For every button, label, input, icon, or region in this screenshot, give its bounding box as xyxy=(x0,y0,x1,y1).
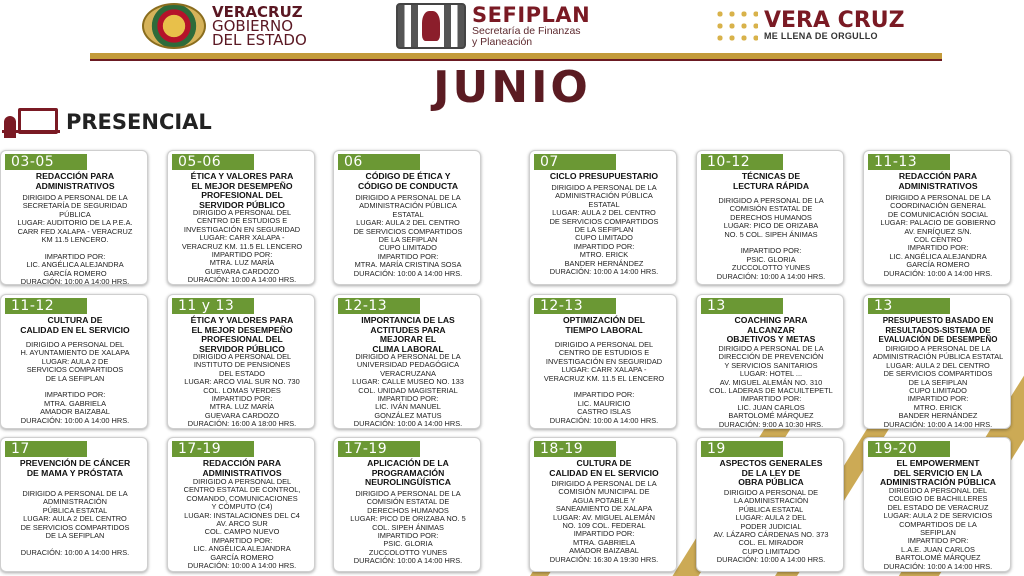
course-details: DIRIGIDO A PERSONAL DE LA ADMINISTRACIÓN PÚBLICA ESTATAL LUGAR: AULA 2 DEL PODER JUDICIAL AV. LÁZARO CÁRDENAS NO. 373 COL. EL MIRADOR CUPO LIMITADO DURACIÓN: 10:00 A 14:00 HRS. xyxy=(713,488,829,565)
course-card[interactable] xyxy=(333,437,481,572)
classroom-icon xyxy=(0,106,62,138)
course-card[interactable] xyxy=(529,437,677,572)
course-date: 11-12 xyxy=(5,298,87,314)
course-date: 19-20 xyxy=(868,441,950,457)
course-card[interactable] xyxy=(333,294,481,429)
course-date: 11-13 xyxy=(868,154,950,170)
course-card[interactable] xyxy=(696,437,844,572)
course-title: OPTIMIZACIÓN DEL TIEMPO LABORAL xyxy=(562,315,646,335)
veracruz-label: VERACRUZ xyxy=(212,3,303,21)
course-card[interactable] xyxy=(529,150,677,285)
course-title: IMPORTANCIA DE LAS ACTITUDES PARA MEJORAR EL CLIMA LABORAL xyxy=(361,315,455,354)
course-card[interactable] xyxy=(167,150,315,285)
course-details: DIRIGIDO A PERSONAL DEL H. AYUNTAMIENTO DE XALAPA LUGAR: AULA 2 DE SERVICIOS COMPARTIDOS DE LA SEFIPLAN IMPARTIDO POR: MTRA. GABRIELA AMADOR BAIZABAL DURACIÓN: 10:00 A 14:00 HRS. xyxy=(20,340,130,425)
course-title: CULTURA DE CALIDAD EN EL SERVICIO xyxy=(20,315,130,335)
course-details: DIRIGIDO A PERSONAL DE LA COMISIÓN MUNICIPAL DE AGUA POTABLE Y SANEAMIENTO DE XALAPA LUGAR: AV. MIGUEL ALEMÁN NO. 109 COL. FEDERAL IMPARTIDO POR: MTRA. GABRIELA AMADOR BAIZABAL DURACIÓN: 16:30 A 19:30 HRS. xyxy=(549,479,659,564)
brand-name: VERA CRUZ xyxy=(764,8,905,33)
sefiplan-shield-icon xyxy=(396,3,466,49)
course-title: REDACCIÓN PARA ADMINISTRATIVOS xyxy=(898,171,978,191)
course-title: ASPECTOS GENERALES DE LA LEY DE OBRA PÚBLICA xyxy=(719,458,823,487)
course-date: 12-13 xyxy=(534,298,616,314)
course-title: ÉTICA Y VALORES PARA EL MEJOR DESEMPEÑO PROFESIONAL DEL SERVIDOR PÚBLICO xyxy=(190,315,294,354)
header-divider xyxy=(90,53,942,61)
course-card[interactable] xyxy=(863,150,1011,285)
course-card[interactable] xyxy=(0,437,148,572)
course-card[interactable] xyxy=(529,294,677,429)
sefiplan-title: SEFIPLAN xyxy=(472,3,591,27)
course-details: DIRIGIDO A PERSONAL DE LA ADMINISTRACIÓN PÚBLICA ESTATAL LUGAR: AULA 2 DEL CENTRO DE SERVICIOS COMPARTIDOS DE LA SEFIPLAN DURACIÓN: 10:00 A 14:00 HRS. xyxy=(20,489,130,557)
course-title: CULTURA DE CALIDAD EN EL SERVICIO xyxy=(549,458,659,478)
gobierno-label: GOBIERNO xyxy=(212,17,294,35)
course-card[interactable] xyxy=(696,294,844,429)
course-title: PREVENCIÓN DE CÁNCER DE MAMA Y PRÓSTATA xyxy=(19,458,131,478)
course-details: DIRIGIDO A PERSONAL DEL CENTRO DE ESTUDIOS E INVESTIGACIÓN EN SEGURIDAD LUGAR: CARR XALAPA - VERACRUZ KM. 11.5 EL LENCERO IMPARTIDO POR: LIC. MAURICIO CASTRO ISLAS DURACIÓN: 10:00 A 14:00 HRS. xyxy=(543,340,665,425)
course-title: CICLO PRESUPUESTARIO xyxy=(549,171,659,181)
modality-header xyxy=(0,104,212,140)
course-card[interactable] xyxy=(333,150,481,285)
course-details: DIRIGIDO A PERSONAL DEL COLEGIO DE BACHILLERES DEL ESTADO DE VERACRUZ LUGAR: AULA 2 DE SERVICIOS COMPARTIDOS DE LA SEFIPLAN IMPARTIDO POR: L.A.E. JUAN CARLOS BARTOLOMÉ MÁRQUEZ DURACIÓN: 10:00 A 14:00 HRS. xyxy=(883,486,993,571)
course-card[interactable] xyxy=(0,150,148,285)
brand-text xyxy=(764,8,905,41)
sefiplan-subtitle-1: Secretaría de Finanzas xyxy=(472,25,581,37)
del-estado-label: DEL ESTADO xyxy=(212,31,307,49)
course-details: DIRIGIDO A PERSONAL DEL INSTITUTO DE PENSIONES DEL ESTADO LUGAR: ARCO VIAL SUR NO. 730 COL. LOMAS VERDES IMPARTIDO POR: MTRA. LUZ MARÍA GUEVARA CARDOZO DURACIÓN: 16:00 A 18:00 HRS. xyxy=(184,352,300,429)
sefiplan-logo xyxy=(396,2,590,50)
course-details: DIRIGIDO A PERSONAL DE LA SECRETARÍA DE SEGURIDAD PÚBLICA LUGAR: AUDITORIO DE LA P.E.A. CARR FED XALAPA - VERACRUZ KM 11.5 LENCERO. IMPARTIDO POR: LIC. ANGÉLICA ALEJANDRA GARCÍA ROMERO DURACIÓN: 10:00 A 14:00 HRS. xyxy=(17,193,133,285)
sefiplan-subtitle-2: y Planeación xyxy=(472,36,533,48)
modality-label: PRESENCIAL xyxy=(66,110,212,134)
course-date: 03-05 xyxy=(5,154,87,170)
course-details: DIRIGIDO A PERSONAL DE LA ADMINISTRACIÓN PÚBLICA ESTATAL LUGAR: AULA 2 DEL CENTRO DE SERVICIOS COMPARTIDOS DE LA SEFIPLAN CUPO LIMITADO IMPARTIDO POR: MTRO. ERICK BANDER HERNÁNDEZ DURACIÓN: 10:00 A 14:00 HRS. xyxy=(549,183,659,277)
month-title: JUNIO xyxy=(433,62,591,113)
course-date: 10-12 xyxy=(701,154,783,170)
course-title: CÓDIGO DE ÉTICA Y CÓDIGO DE CONDUCTA xyxy=(357,171,459,191)
veracruz-government-logo xyxy=(142,2,307,50)
brand-slogan: ME LLENA DE ORGULLO xyxy=(764,31,878,41)
course-details: DIRIGIDO A PERSONAL DE LA ADMINISTRACIÓN PÚBLICA ESTATAL LUGAR: AULA 2 DEL CENTRO DE SERVICIOS COMPARTIDOS DE LA SEFIPLAN CUPO LIMITADO IMPARTIDO POR: MTRO. ERICK BANDER HERNÁNDEZ DURACIÓN: 10:00 A 14:00 HRS. xyxy=(872,344,1004,429)
course-date: 07 xyxy=(534,154,616,170)
course-card[interactable] xyxy=(167,437,315,572)
sefiplan-text xyxy=(472,4,590,48)
course-details: DIRIGIDO A PERSONAL DE LA DIRECCIÓN DE PREVENCIÓN Y SERVICIOS SANITARIOS LUGAR: HOTEL ... AV. MIGUEL ALEMÁN NO. 310 COL. LADERAS DE MACUILTEPETL IMPARTIDO POR: LIC. JUAN CARLOS BARTOLOMÉ MÁRQUEZ DURACIÓN: 9:00 A 10:30 HRS. xyxy=(709,344,833,429)
course-card[interactable] xyxy=(0,294,148,429)
course-title: TÉCNICAS DE LECTURA RÁPIDA xyxy=(732,171,810,191)
veracruz-government-text xyxy=(212,5,307,47)
course-card[interactable] xyxy=(696,150,844,285)
course-date: 17 xyxy=(5,441,87,457)
course-date: 17-19 xyxy=(338,441,420,457)
course-date: 19 xyxy=(701,441,783,457)
course-details: DIRIGIDO A PERSONAL DE LA ADMINISTRACIÓN PÚBLICA ESTATAL LUGAR: AULA 2 DEL CENTRO DE SERVICIOS COMPARTIDOS DE LA SEFIPLAN CUPO LIMITADO IMPARTIDO POR: MTRA. MARÍA CRISTINA SOSA DURACIÓN: 10:00 A 14:00 HRS. xyxy=(353,193,463,278)
course-date: 05-06 xyxy=(172,154,254,170)
course-date: 06 xyxy=(338,154,420,170)
page-header xyxy=(0,0,1024,56)
course-details: DIRIGIDO A PERSONAL DE LA UNIVERSIDAD PEDAGÓGICA VERACRUZANA LUGAR: CALLE MUSEO NO. 133 COL. UNIDAD MAGISTERIAL IMPARTIDO POR: LIC. IVÁN MANUEL GONZÁLEZ MATUS DURACIÓN: 10:00 A 14:00 HRS. xyxy=(352,352,464,429)
course-details: DIRIGIDO A PERSONAL DE LA COMISIÓN ESTATAL DE DERECHOS HUMANOS LUGAR: PICO DE ORIZABA NO. 5 COL. SIPEH ÁNIMAS IMPARTIDO POR: PSIC. GLORIA ZUCCOLOTTO YUNES DURACIÓN: 10:00 A 14:00 HRS. xyxy=(716,196,826,281)
state-seal-icon xyxy=(142,3,206,49)
course-card[interactable] xyxy=(863,437,1011,572)
course-title: APLICACIÓN DE LA PROGRAMACIÓN NEUROLINGÜÍSTICA xyxy=(365,458,451,487)
veracruz-brand-logo xyxy=(714,2,905,50)
course-title: REDACCIÓN PARA ADMINISTRATIVOS xyxy=(35,171,115,191)
course-title: COACHING PARA ALCANZAR OBJETIVOS Y METAS xyxy=(726,315,816,344)
course-date: 13 xyxy=(868,298,950,314)
course-details: DIRIGIDO A PERSONAL DE LA COORDINACIÓN GENERAL DE COMUNICACIÓN SOCIAL LUGAR: PALACIO DE GOBIERNO AV. ENRÍQUEZ S/N. COL CENTRO IMPARTIDO POR: LIC. ANGÉLICA ALEJANDRA GARCÍA ROMERO DURACIÓN: 10:00 A 14:00 HRS. xyxy=(880,193,996,278)
course-details: DIRIGIDO A PERSONAL DEL CENTRO ESTATAL DE CONTROL, COMANDO, COMUNICACIONES Y CÓMPUTO (C4) LUGAR: INSTALACIONES DEL C4 AV. ARCO SUR COL. CAMPO NUEVO IMPARTIDO POR: LIC. ANGÉLICA ALEJANDRA GARCÍA ROMERO DURACIÓN: 10:00 A 14:00 HRS. xyxy=(183,477,301,571)
course-title: EL EMPOWERMENT DEL SERVICIO EN LA ADMINISTRACIÓN PÚBLICA xyxy=(879,458,996,487)
brand-pattern-icon xyxy=(714,8,758,44)
course-details: DIRIGIDO A PERSONAL DEL CENTRO DE ESTUDIOS E INVESTIGACIÓN EN SEGURIDAD LUGAR: CARR XALAPA - VERACRUZ KM. 11.5 EL LENCERO IMPARTIDO POR: MTRA. LUZ MARÍA GUEVARA CARDOZO DURACIÓN: 10:00 A 14:00 HRS. xyxy=(181,208,303,285)
course-date: 13 xyxy=(701,298,783,314)
course-title: ÉTICA Y VALORES PARA EL MEJOR DESEMPEÑO PROFESIONAL DEL SERVIDOR PÚBLICO xyxy=(190,171,294,210)
course-title: REDACCIÓN PARA ADMINISTRATIVOS xyxy=(202,458,282,478)
course-title: PRESUPUESTO BASADO EN RESULTADOS-SISTEMA DE EVALUACIÓN DE DESEMPEÑO xyxy=(878,316,998,344)
course-date: 17-19 xyxy=(172,441,254,457)
course-details: DIRIGIDO A PERSONAL DE LA COMISIÓN ESTATAL DE DERECHOS HUMANOS LUGAR: PICO DE ORIZABA NO. 5 COL. SIPEH ÁNIMAS IMPARTIDO POR: PSIC. GLORIA ZUCCOLOTTO YUNES DURACIÓN: 10:00 A 14:00 HRS. xyxy=(350,489,466,566)
course-card[interactable] xyxy=(167,294,315,429)
course-date: 11 y 13 xyxy=(172,298,254,314)
course-date: 18-19 xyxy=(534,441,616,457)
course-card[interactable] xyxy=(863,294,1011,429)
course-date: 12-13 xyxy=(338,298,420,314)
